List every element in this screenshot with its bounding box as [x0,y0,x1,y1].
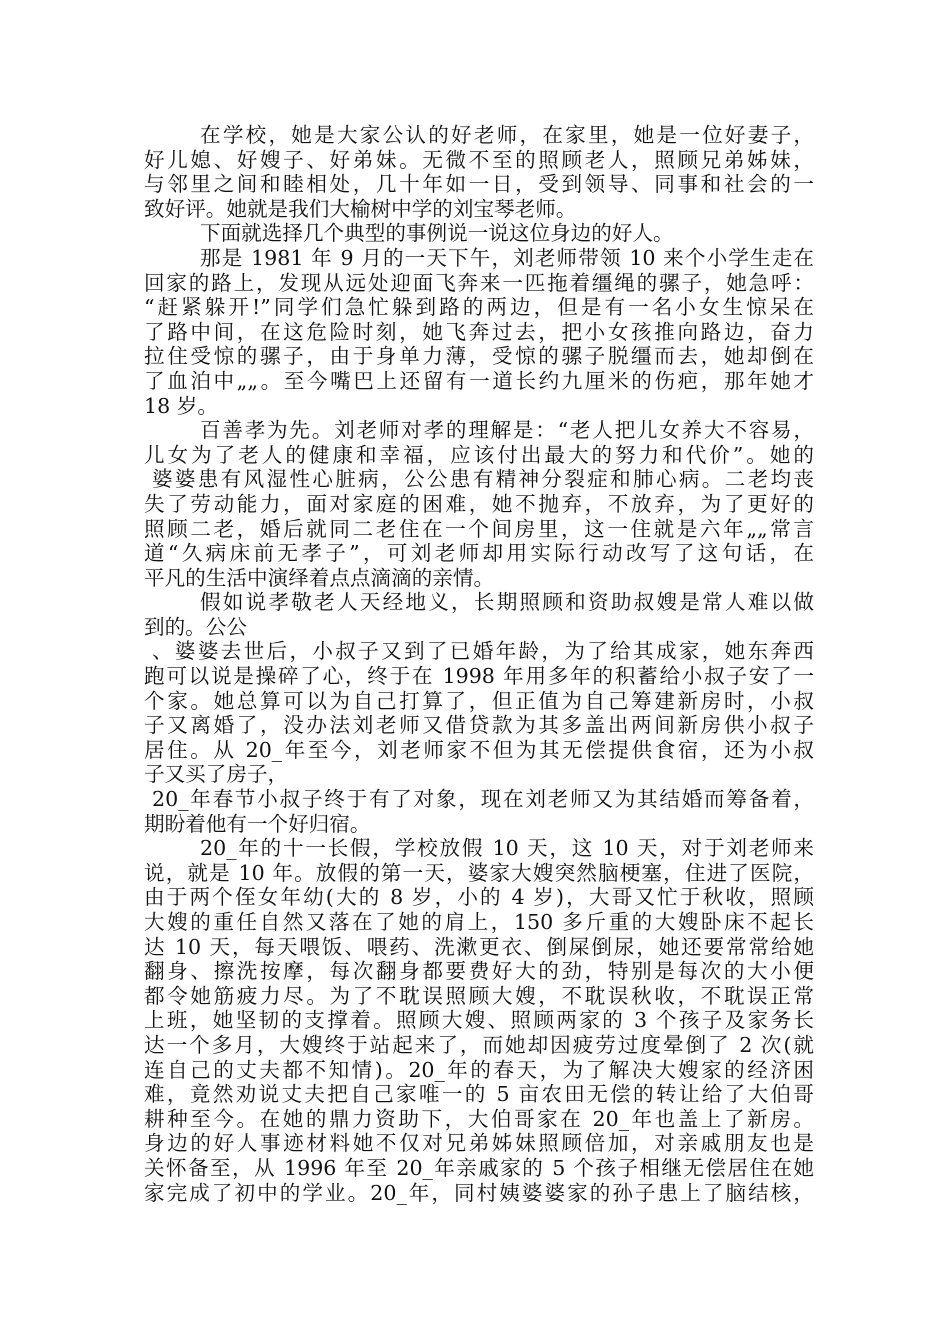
text-line: 、婆婆去世后，小叔子又到了已婚年龄，为了给其成家，她东奔西 [152,639,814,664]
text-line: 难，竟然劝说丈夫把自己家唯一的 5 亩农田无偿的转让给了大伯哥 [144,1082,814,1107]
text-line: 20_年的十一长假，学校放假 10 天，这 10 天，对于刘老师来 [200,836,814,861]
text-line: 说，就是 10 年。放假的第一天，婆家大嫂突然脑梗塞，住进了医院， [144,860,814,885]
text-line: 个家。她总算可以为自己打算了，但正值为自己筹建新房时，小叔 [144,688,814,713]
text-line: 回家的路上，发现从远处迎面飞奔来一匹拖着缰绳的骡子，她急呼： [144,270,814,295]
text-line: 翻身、擦洗按摩，每次翻身都要费好大的劲，特别是每次的大小便 [144,959,814,984]
text-line: 好儿媳、好嫂子、好弟妹。无微不至的照顾老人，照顾兄弟姊妹， [144,147,814,172]
text-line: 婆婆患有风湿性心脏病，公公患有精神分裂症和肺心病。二老均丧 [152,467,814,492]
text-line: 期盼着他有一个好归宿。 [144,811,371,836]
text-line: 致好评。她就是我们大榆树中学的刘宝琴老师。 [144,196,577,221]
text-line: 到的。公公 [144,614,247,639]
text-line: 关怀备至，从 1996 年至 20_年亲戚家的 5 个孩子相继无偿居住在她 [144,1155,814,1180]
text-line: 都令她筋疲力尽。为了不耽误照顾大嫂，不耽误秋收，不耽误正常 [144,983,814,1008]
text-line: 上班，她坚韧的支撑着。照顾大嫂、照顾两家的 3 个孩子及家务长 [144,1008,814,1033]
text-line: 子又离婚了，没办法刘老师又借贷款为其多盖出两间新房供小叔子 [144,713,814,738]
text-line: 居住。从 20_年至今，刘老师家不但为其无偿提供食宿，还为小叔 [144,737,814,762]
text-line: 子又买了房子， [144,762,289,787]
text-line: 与邻里之间和睦相处，几十年如一日，受到领导、同事和社会的一 [144,172,814,197]
text-line: 由于两个侄女年幼(大的 8 岁，小的 4 岁)，大哥又忙于秋收，照顾 [144,885,814,910]
text-line: 家完成了初中的学业。20_年，同村姨婆婆家的孙子患上了脑结核， [144,1180,814,1205]
text-line: 了血泊中„„。至今嘴巴上还留有一道长约九厘米的伤疤，那年她才 [144,368,814,393]
text-line: 身边的好人事迹材料她不仅对兄弟姊妹照顾倍加，对亲戚朋友也是 [144,1131,814,1156]
text-line: 下面就选择几个典型的事例说一说这位身边的好人。 [200,221,674,246]
text-line: 假如说孝敬老人天经地义，长期照顾和资助叔嫂是常人难以做 [200,590,814,615]
text-line: 拉住受惊的骡子，由于身单力薄，受惊的骡子脱缰而去，她却倒在 [144,344,814,369]
text-line: 失了劳动能力，面对家庭的困难，她不抛弃，不放弃，为了更好的 [144,491,814,516]
text-line: 那是 1981 年 9 月的一天下午，刘老师带领 10 来个小学生走在 [200,245,814,270]
text-line: 道“久病床前无孝子”，可刘老师却用实际行动改写了这句话，在 [144,541,814,566]
text-line: 了路中间，在这危险时刻，她飞奔过去，把小女孩推向路边，奋力 [144,319,814,344]
text-line: 耕种至今。在她的鼎力资助下，大伯哥家在 20_年也盖上了新房。 [144,1106,814,1131]
body-text [144,123,814,1205]
text-line: 20_年春节小叔子终于有了对象，现在刘老师又为其结婚而筹备着， [152,787,814,812]
text-line: 平凡的生活中演绎着点点滴滴的亲情。 [144,565,495,590]
text-line: 达一个多月，大嫂终于站起来了，而她却因疲劳过度晕倒了 2 次(就 [144,1032,814,1057]
text-line: 大嫂的重任自然又落在了她的肩上，150 多斤重的大嫂卧床不起长 [144,910,814,934]
text-line: 达 10 天，每天喂饭、喂药、洗漱更衣、倒屎倒尿，她还要常常给她 [144,934,814,959]
text-line: 在学校，她是大家公认的好老师，在家里，她是一位好妻子， [200,123,814,147]
text-line: 跑可以说是操碎了心，终于在 1998 年用多年的积蓄给小叔子安了一 [144,664,814,689]
text-line: 连自己的丈夫都不知情)。20_年的春天，为了解决大嫂家的经济困 [144,1057,814,1082]
text-line: “赶紧躲开!”同学们急忙躲到路的两边，但是有一名小女生惊呆在 [144,295,814,320]
text-line: 儿女为了老人的健康和幸福，应该付出最大的努力和代价”。她的 [144,442,814,467]
text-line: 照顾二老，婚后就同二老住在一个间房里，这一住就是六年„„常言 [144,516,814,541]
text-line: 百善孝为先。刘老师对孝的理解是：“老人把儿女养大不容易， [200,418,814,443]
text-line: 18 岁。 [144,393,218,418]
